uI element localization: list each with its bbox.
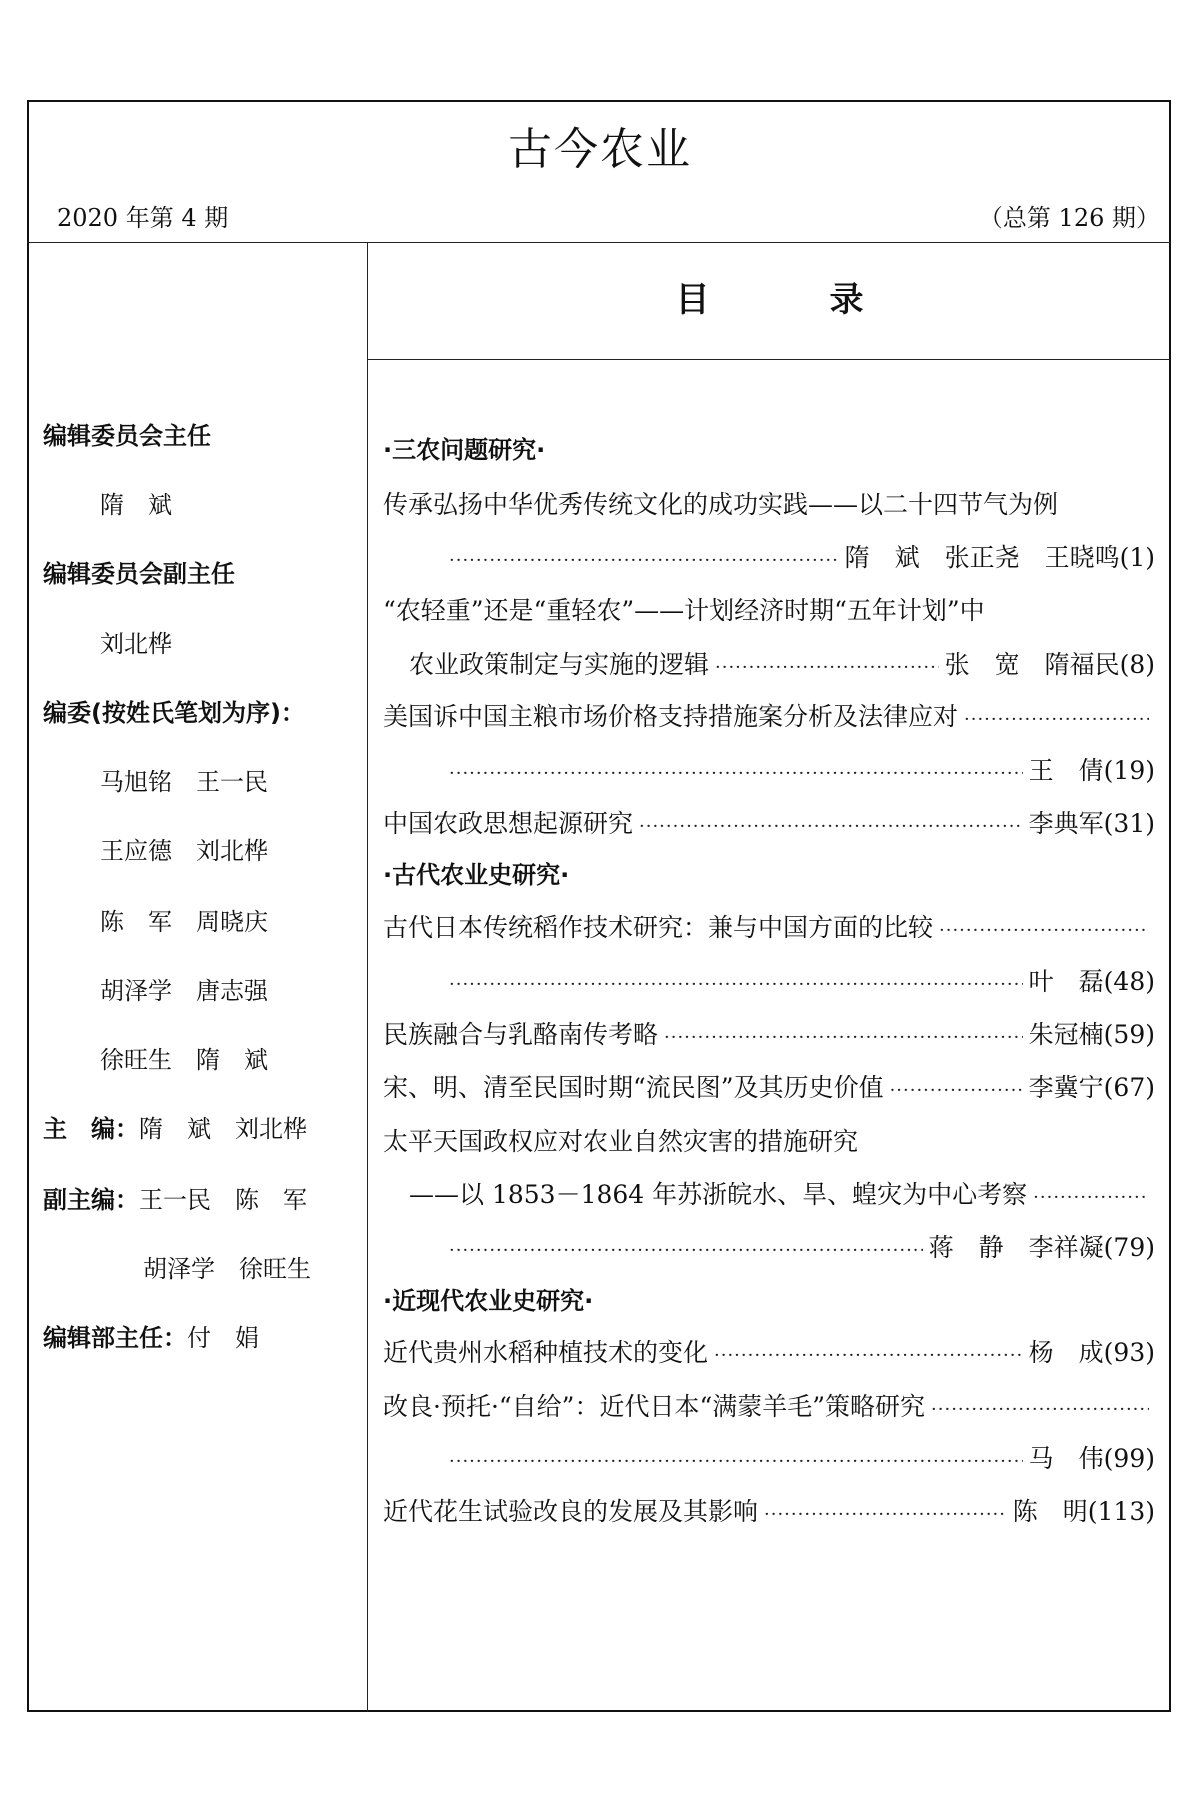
- toc-entry[interactable]: [383, 648, 1155, 682]
- masthead-line: [100, 836, 268, 866]
- dot-leader: [964, 703, 1149, 737]
- toc-entry-author-page: 李冀宁(67): [1028, 1073, 1155, 1102]
- masthead-names: 王应德 刘北桦: [100, 837, 268, 865]
- toc-entry[interactable]: [383, 1018, 1155, 1052]
- toc-entry-title[interactable]: 改良·预托·“自给”：近代日本“满蒙羊毛”策略研究: [383, 1392, 926, 1421]
- masthead-line: [100, 629, 172, 659]
- dot-leader: [714, 1339, 1023, 1373]
- masthead-names: 刘北桦: [100, 630, 172, 658]
- toc-entry[interactable]: [383, 965, 1155, 999]
- column-divider: [367, 242, 368, 1712]
- toc-entry-author-page: 朱冠楠(59): [1028, 1020, 1155, 1049]
- toc-entry-title[interactable]: 民族融合与乳酪南传考略: [383, 1020, 659, 1049]
- toc-entry-author-page: 张 宽 隋福民(8): [944, 650, 1155, 679]
- journal-title: 古今农业: [508, 124, 692, 175]
- masthead-line: [100, 767, 268, 797]
- masthead-line: [43, 559, 235, 589]
- dot-leader: [449, 1234, 923, 1268]
- masthead-label: 副主编：: [43, 1186, 139, 1214]
- header-divider: [27, 242, 1171, 243]
- masthead-names: 徐旺生 隋 斌: [100, 1046, 268, 1074]
- toc-entry-title[interactable]: ——以 1853－1864 年苏浙皖水、旱、蝗灾为中心考察: [409, 1180, 1028, 1209]
- masthead-line: [100, 907, 268, 937]
- toc-section-heading: ·近现代农业史研究·: [383, 1287, 594, 1315]
- dot-leader: [449, 968, 1023, 1002]
- masthead-names: 隋 斌 刘北桦: [139, 1115, 307, 1143]
- toc-entry-title[interactable]: 美国诉中国主粮市场价格支持措施案分析及法律应对: [383, 702, 959, 731]
- dot-leader: [764, 1498, 1007, 1532]
- toc-entry[interactable]: [383, 1231, 1155, 1265]
- toc-entry[interactable]: [383, 1336, 1155, 1370]
- toc-entry-author-page: 叶 磊(48): [1028, 967, 1155, 996]
- toc-entry-author-page: 杨 成(93): [1028, 1338, 1155, 1367]
- dot-leader: [449, 1445, 1023, 1479]
- toc-entry-author-page: 隋 斌 张正尧 王晓鸣(1): [844, 543, 1155, 572]
- toc-entry-title[interactable]: 近代花生试验改良的发展及其影响: [383, 1497, 759, 1526]
- masthead-names: 王一民 陈 军: [139, 1186, 307, 1214]
- masthead-names: 付 娟: [187, 1324, 259, 1352]
- masthead-names: 陈 军 周晓庆: [100, 908, 268, 936]
- toc-entry[interactable]: [383, 1071, 1155, 1105]
- toc-entry[interactable]: [383, 1442, 1155, 1476]
- masthead-names: 胡泽学 唐志强: [100, 977, 268, 1005]
- masthead-line: [100, 1045, 268, 1075]
- toc-article-title[interactable]: 太平天国政权应对农业自然灾害的措施研究: [383, 1127, 859, 1156]
- toc-entry-author-page: 陈 明(113): [1012, 1497, 1155, 1526]
- masthead-names: 胡泽学 徐旺生: [143, 1255, 311, 1283]
- toc-heading-char-1: 目: [675, 280, 710, 320]
- dot-leader: [939, 914, 1149, 948]
- toc-entry-title[interactable]: 农业政策制定与实施的逻辑: [409, 650, 710, 679]
- toc-entry[interactable]: [383, 1495, 1155, 1529]
- toc-entry[interactable]: [383, 754, 1155, 788]
- masthead-line: [100, 490, 172, 520]
- masthead-label: 编辑委员会副主任: [43, 560, 235, 588]
- dot-leader: [449, 544, 839, 578]
- masthead-line: [43, 421, 211, 451]
- dot-leader: [664, 1021, 1023, 1055]
- toc-entry[interactable]: [383, 541, 1155, 575]
- masthead-line: [43, 1114, 307, 1144]
- dot-leader: [1033, 1181, 1149, 1215]
- masthead-label: 编辑委员会主任: [43, 422, 211, 450]
- issue-number: 2020 年第 4 期: [57, 204, 229, 232]
- toc-section-heading: ·古代农业史研究·: [383, 861, 570, 889]
- cumulative-issue-number: （总第 126 期）: [978, 204, 1160, 232]
- toc-heading-divider: [367, 359, 1171, 360]
- masthead-line: [143, 1254, 311, 1284]
- toc-entry-author-page: 王 倩(19): [1028, 756, 1155, 785]
- dot-leader: [715, 651, 939, 685]
- toc-entry[interactable]: [383, 1390, 1155, 1424]
- masthead-label: 编委(按姓氏笔划为序)：: [43, 699, 305, 727]
- dot-leader: [639, 810, 1023, 844]
- dot-leader: [449, 757, 1023, 791]
- masthead-line: [100, 976, 268, 1006]
- toc-entry[interactable]: [383, 700, 1155, 734]
- toc-heading-char-2: 录: [829, 280, 864, 320]
- dot-leader: [890, 1074, 1023, 1108]
- masthead-names: 隋 斌: [100, 491, 172, 519]
- masthead-line: [43, 1323, 259, 1353]
- toc-entry-author-page: 蒋 静 李祥凝(79): [928, 1233, 1155, 1262]
- toc-article-title[interactable]: 传承弘扬中华优秀传统文化的成功实践——以二十四节气为例: [383, 490, 1059, 519]
- toc-entry-title[interactable]: 宋、明、清至民国时期“流民图”及其历史价值: [383, 1073, 884, 1102]
- toc-entry-author-page: 李典军(31): [1028, 809, 1155, 838]
- masthead-label: 编辑部主任：: [43, 1324, 187, 1352]
- toc-entry-title[interactable]: 古代日本传统稻作技术研究：兼与中国方面的比较: [383, 913, 934, 942]
- toc-section-heading: ·三农问题研究·: [383, 436, 546, 464]
- toc-entry-title[interactable]: 中国农政思想起源研究: [383, 809, 634, 838]
- masthead-names: 马旭铭 王一民: [100, 768, 268, 796]
- toc-entry-author-page: 马 伟(99): [1028, 1444, 1155, 1473]
- toc-article-title[interactable]: “农轻重”还是“重轻农”——计划经济时期“五年计划”中: [383, 596, 985, 625]
- masthead-line: [43, 698, 305, 728]
- toc-entry-title[interactable]: 近代贵州水稻种植技术的变化: [383, 1338, 709, 1367]
- masthead-label: 主 编：: [43, 1115, 139, 1143]
- toc-entry[interactable]: [383, 807, 1155, 841]
- toc-heading: [368, 278, 1171, 322]
- dot-leader: [931, 1393, 1149, 1427]
- toc-entry[interactable]: [383, 1178, 1155, 1212]
- toc-entry[interactable]: [383, 911, 1155, 945]
- masthead-line: [43, 1185, 307, 1215]
